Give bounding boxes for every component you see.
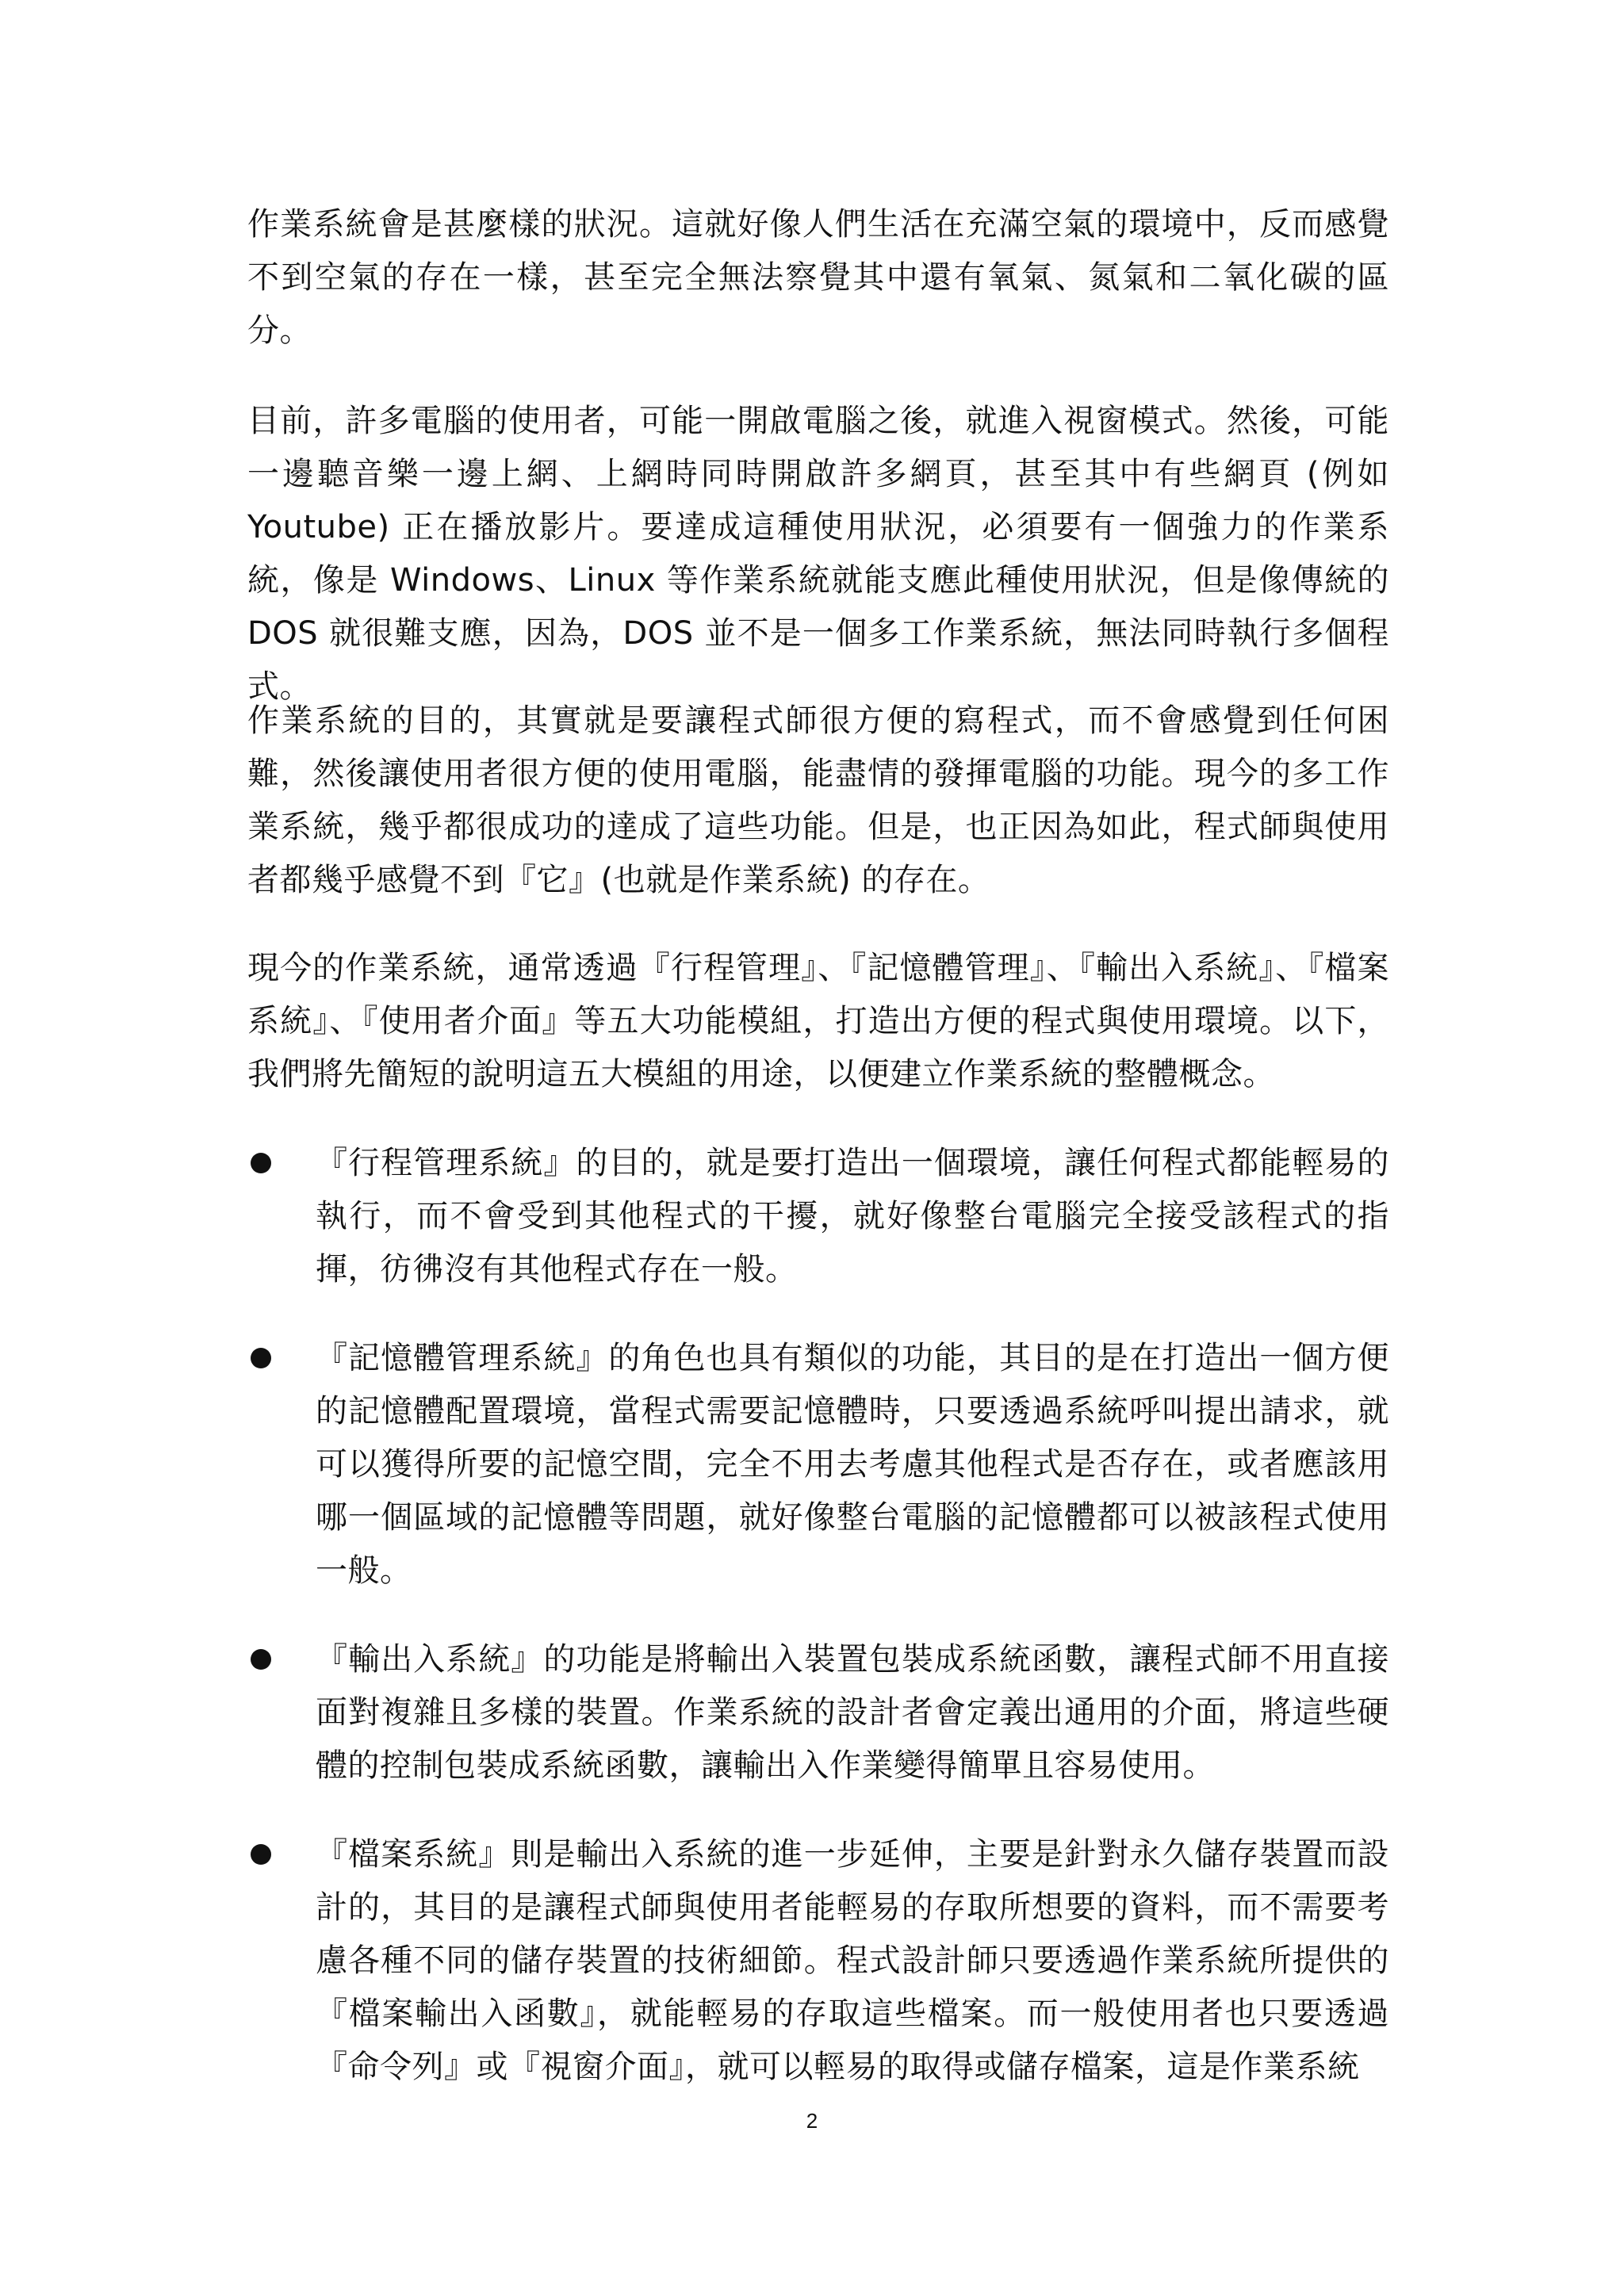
bullet-icon: [251, 1153, 271, 1173]
paragraph-3: 作業系統的目的，其實就是要讓程式師很方便的寫程式，而不會感覺到任何困難，然後讓使用者很方便的使用電腦，能盡情的發揮電腦的功能。現今的多工作業系統，幾乎都很成功的達成了這些功能。但是，也正因為如此，程式師與使用者都幾乎感覺不到『它』(也就是作業系統) 的存在。: [247, 702, 1389, 898]
paragraph-2: 目前，許多電腦的使用者，可能一開啟電腦之後，就進入視窗模式。然後，可能一邊聽音樂一邊上網、上網時同時開啟許多網頁，甚至其中有些網頁 (例如 Youtube) 正在播放影片。要達成這種使用狀況，必須要有一個強力的作業系統，像是 Windows、Linux 等作業系統就能支應此種使用狀況，但是像傳統的 DOS 就很難支應，因為，DOS 並不是一個多工作業系統，無法同時執行多個程式。: [247, 403, 1389, 705]
list-item-text: 『行程管理系統』的目的，就是要打造出一個環境，讓任何程式都能輕易的執行，而不會受到其他程式的干擾，就好像整台電腦完全接受該程式的指揮，彷彿沒有其他程式存在一般。: [316, 1145, 1389, 1288]
list-item-text: 『記憶體管理系統』的角色也具有類似的功能，其目的是在打造出一個方便的記憶體配置環境，當程式需要記憶體時，只要透過系統呼叫提出請求，就可以獲得所要的記憶空間，完全不用去考慮其他程式是否存在，或者應該用哪一個區域的記憶體等問題，就好像整台電腦的記憶體都可以被該程式使用一般。: [316, 1340, 1389, 1589]
bullet-icon: [251, 1348, 271, 1368]
bullet-icon: [251, 1844, 271, 1865]
page-number: 2: [806, 2109, 818, 2133]
paragraph-1: 作業系統會是甚麼樣的狀況。這就好像人們生活在充滿空氣的環境中，反而感覺不到空氣的存在一樣，甚至完全無法察覺其中還有氧氣、氮氣和二氧化碳的區分。: [247, 206, 1389, 349]
bullet-icon: [251, 1649, 271, 1670]
list-item-text: 『輸出入系統』的功能是將輸出入裝置包裝成系統函數，讓程式師不用直接面對複雜且多樣的裝置。作業系統的設計者會定義出通用的介面，將這些硬體的控制包裝成系統函數，讓輸出入作業變得簡單且容易使用。: [316, 1641, 1389, 1784]
paragraph-4: 現今的作業系統，通常透過『行程管理』、『記憶體管理』、『輸出入系統』、『檔案系統』、『使用者介面』等五大功能模組，打造出方便的程式與使用環境。以下，我們將先簡短的說明這五大模組的用途，以便建立作業系統的整體概念。: [247, 950, 1389, 1093]
list-item-text: 『檔案系統』則是輸出入系統的進一步延伸，主要是針對永久儲存裝置而設計的，其目的是讓程式師與使用者能輕易的存取所想要的資料，而不需要考慮各種不同的儲存裝置的技術細節。程式設計師只要透過作業系統所提供的『檔案輸出入函數』，就能輕易的存取這些檔案。而一般使用者也只要透過『命令列』或『視窗介面』，就可以輕易的取得或儲存檔案，這是作業系統: [316, 1836, 1389, 2085]
